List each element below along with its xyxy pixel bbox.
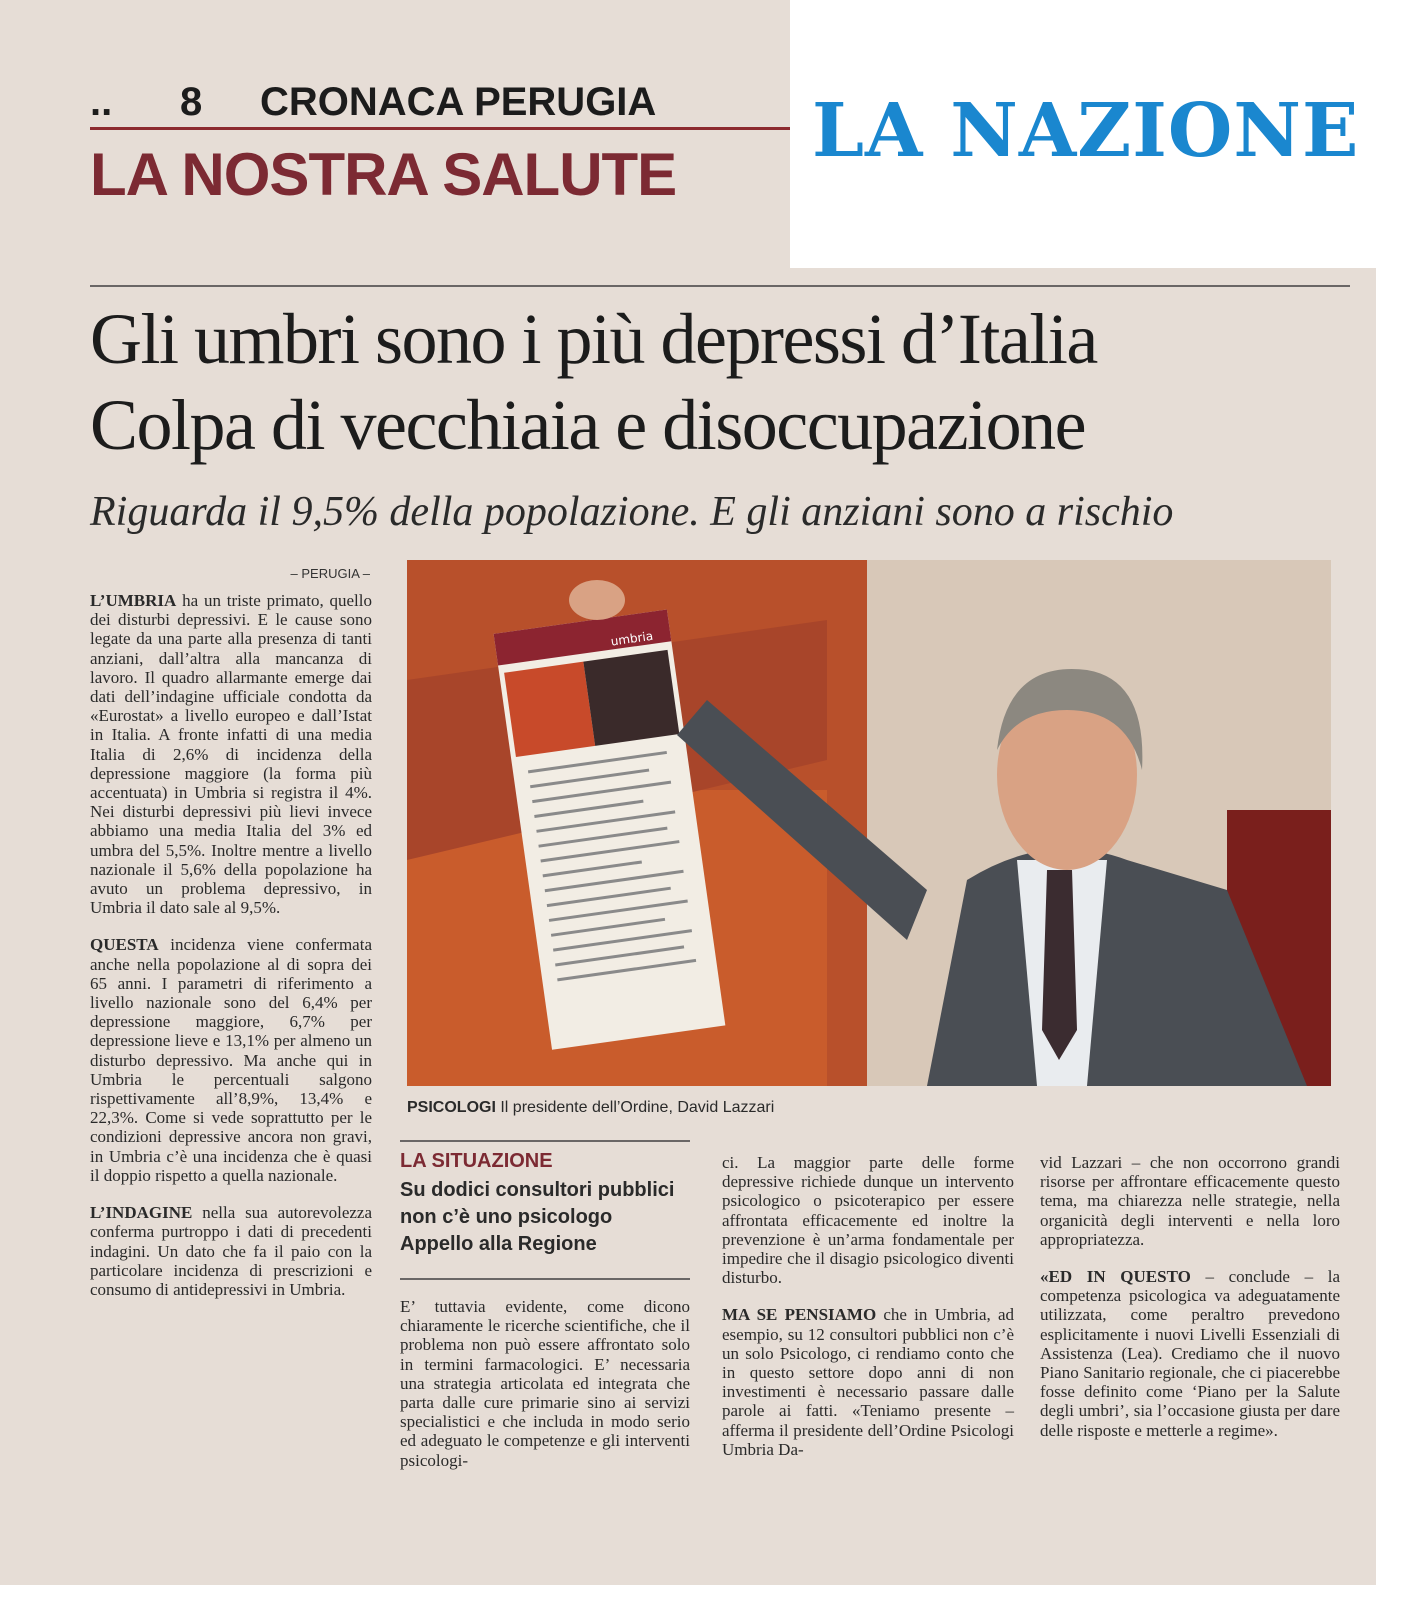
paragraph <box>1040 1267 1340 1440</box>
paragraph-text: vid Lazzari – che non occorrono grandi risorse per affrontare efficacemente questo tema, ma chiarezza nelle strategie, nella organicità degli interventi e nella loro appropriatezza. <box>1040 1153 1340 1249</box>
photo-illustration <box>407 560 1331 1086</box>
page-number: 8 <box>180 80 203 124</box>
paragraph <box>90 1203 372 1299</box>
headline-line-1: Gli umbri sono i più depressi d’Italia <box>90 299 1097 379</box>
paragraph <box>400 1297 690 1470</box>
paragraph-lead: QUESTA <box>90 935 159 955</box>
page-dots: .. <box>90 80 113 124</box>
paragraph-text: incidenza viene confermata anche nella popolazione al di sopra dei 65 anni. I parametri di riferimento a livello nazionale sono del 6,4% per depressione maggiore, 6,7% per depressione lieve e 13,1% per almeno un disturbo depressivo. Ma anche qui in Umbria le percentuali salgono rispettivamente all’8,9%, 13,4% e 22,3%. Come si vede soprattutto per le condizioni depressive ancora non gravi, in Umbria c’è una incidenza che è quasi il doppio rispetto a quella nazionale. <box>90 935 372 1185</box>
column-1 <box>90 591 372 1317</box>
paragraph <box>90 591 372 917</box>
box-title <box>400 1177 695 1258</box>
headline <box>90 296 1350 468</box>
paragraph-text: nella sua autorevolezza conferma purtroppo i dati di precedenti indagini. Un dato che fa il paio con la particolare incidenza di prescrizioni e consumo di antidepressivi in Umbria. <box>90 1203 372 1299</box>
paragraph-text: ha un triste primato, quello dei disturbi depressivi. E le cause sono legate da una parte alla presenza di tanti anziani, dall’altra alla mancanza di lavoro. Il quadro allarmante emerge dai dati dell’indagine ufficiale condotta da «Eurostat» a livello europeo e dall’Istat in Italia. A fronte infatti di una media Italia di 2,6% di incidenza della depressione maggiore (la forma più accentuata) in Umbria si registra il 4%. Nei disturbi depressivi più lievi invece abbiamo una media Italia del 3% ed umbra del 5,5%. Inoltre mentre a livello nazionale il 5,6% della popolazione ha avuto un problema depressivo, in Umbria il dato sale al 9,5%. <box>90 591 372 918</box>
page-header <box>90 80 656 125</box>
box-title-line-2: non c’è uno psicologo <box>400 1206 613 1228</box>
page-section: CRONACA PERUGIA <box>260 80 657 124</box>
paragraph-lead: L’UMBRIA <box>90 591 177 610</box>
dateline: – PERUGIA – <box>290 566 370 581</box>
column-4 <box>1040 1153 1340 1458</box>
column-3 <box>722 1153 1014 1477</box>
paragraph-text: – conclude – la competenza psicologica va adeguatamente utilizzata, come peraltro prevedono esplicitamente i nuovi Livelli Essenziali di Assistenza (Lea). Crediamo che il nuovo Piano Sanitario regionale, che ci piacerebbe fosse definito come ‘Piano per la Salute degli umbri’, sia l’occasione giusta per dare delle risposte e metterle a regime». <box>1040 1267 1340 1440</box>
paragraph <box>1040 1153 1340 1249</box>
section-title: LA NOSTRA SALUTE <box>90 141 677 208</box>
sidebar-box <box>400 1150 695 1258</box>
photo-caption <box>407 1099 774 1117</box>
caption-text: Il presidente dell’Ordine, David Lazzari <box>500 1099 775 1116</box>
caption-tag: PSICOLOGI <box>407 1099 496 1116</box>
paragraph-lead: L’INDAGINE <box>90 1203 193 1223</box>
paragraph-text: che in Umbria, ad esempio, su 12 consultori pubblici non c’è un solo Psicologo, ci rendiamo conto che in questo settore dopo anni di non investimenti è necessario passare dalle parole ai fatti. «Teniamo presente – afferma il presidente dell’Ordine Psicologi Umbria Da- <box>722 1305 1014 1459</box>
headline-line-2: Colpa di vecchiaia e disoccupazione <box>90 385 1086 465</box>
paragraph-text: ci. La maggior parte delle forme depressive richiede dunque un intervento psicologico o psicoterapico per essere affrontata efficacemente ed inoltre la prevenzione è un’arma fondamentale per impedire che il disagio psicologico diventi disturbo. <box>722 1153 1014 1288</box>
paragraph-lead: «ED IN QUESTO <box>1040 1267 1191 1287</box>
poster-brand: umbria <box>609 628 654 649</box>
box-rule-top <box>400 1140 690 1142</box>
newspaper-logo: LA NAZIONE <box>812 88 1360 174</box>
header-rule <box>90 127 790 130</box>
paragraph <box>722 1153 1014 1287</box>
column-2 <box>400 1297 690 1488</box>
headline-rule <box>90 285 1350 287</box>
paragraph-text: E’ tuttavia evidente, come dicono chiaramente le ricerche scientifiche, che il problema non può essere affrontato solo in termini farmacologici. E’ necessaria una strategia articolata ed integrata che parta dalle cure primarie sino ai servizi specialistici e che includa in modo serio ed adeguato le competenze e gli interventi psicologi- <box>400 1297 690 1470</box>
box-rule-bottom <box>400 1278 690 1280</box>
paragraph-lead: MA SE PENSIAMO <box>722 1305 877 1325</box>
article-photo <box>407 560 1331 1086</box>
paragraph <box>90 935 372 1185</box>
box-title-line-3: Appello alla Regione <box>400 1233 597 1255</box>
subheadline: Riguarda il 9,5% della popolazione. E gli anziani sono a rischio <box>90 489 1174 535</box>
paragraph <box>722 1305 1014 1459</box>
box-title-line-1: Su dodici consultori pubblici <box>400 1179 675 1201</box>
box-kicker: LA SITUAZIONE <box>400 1150 553 1172</box>
